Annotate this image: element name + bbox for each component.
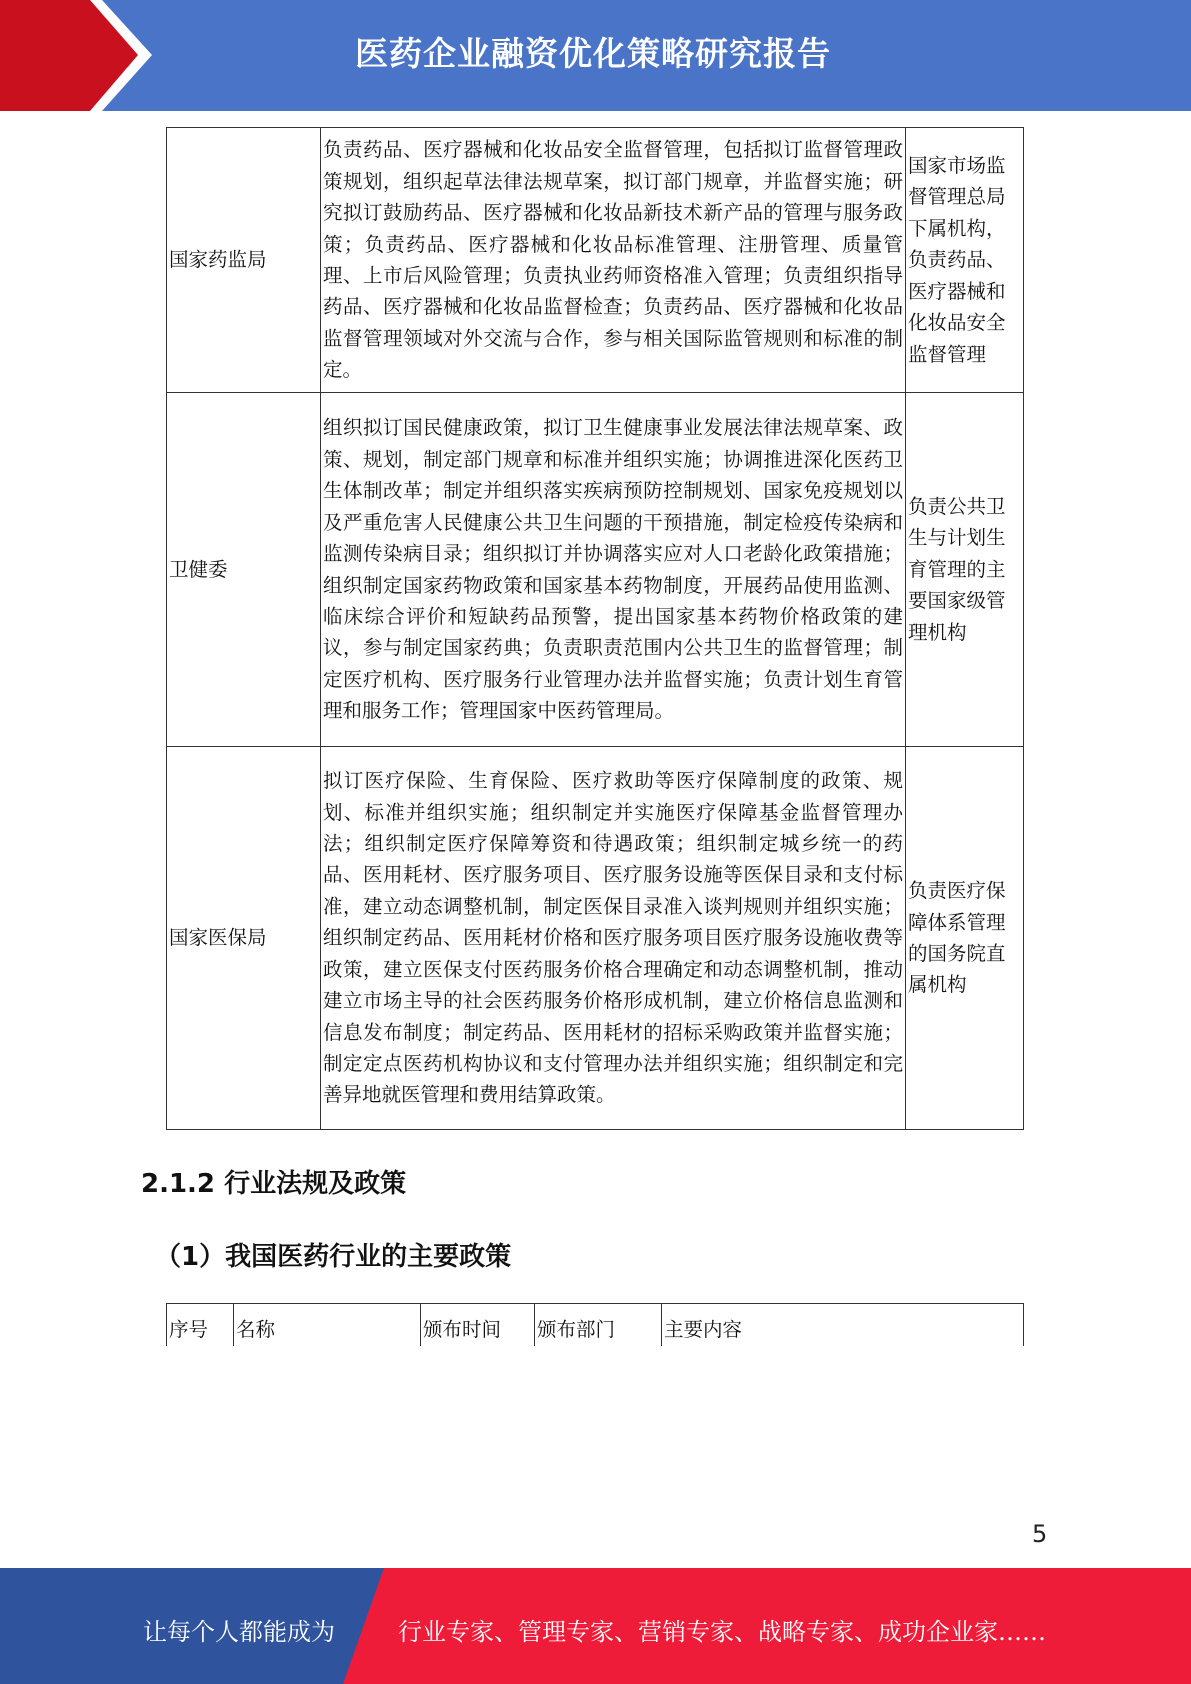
- section-subheading: （1）我国医药行业的主要政策: [155, 1242, 512, 1272]
- report-title: 医药企业融资优化策略研究报告: [355, 34, 831, 73]
- table-row: [167, 747, 1024, 1130]
- page-header-banner: [0, 0, 1191, 111]
- agency-note-cell: 国家市场监督管理总局下属机构，负责药品、医疗器械和化妆品安全监督管理: [906, 128, 1024, 393]
- page-footer-banner: [0, 1568, 1191, 1684]
- agency-name-cell: 国家医保局: [167, 747, 321, 1130]
- table-row: [167, 128, 1024, 393]
- page-number: 5: [1032, 1520, 1048, 1548]
- column-header-content: 主要内容: [661, 1304, 1024, 1346]
- agency-note-cell: 负责公共卫生与计划生育管理的主要国家级管理机构: [906, 393, 1024, 747]
- table-right-border: [1023, 1304, 1024, 1346]
- column-header-date: 颁布时间: [420, 1304, 534, 1346]
- policy-table-header: [166, 1303, 1024, 1346]
- agency-duties-cell: 拟订医疗保险、生育保险、医疗救助等医疗保障制度的政策、规划、标准并组织实施；组织制定并实施医疗保障基金监督管理办法；组织制定医疗保障筹资和待遇政策；组织制定城乡统一的药品、医用耗材、医疗服务项目、医疗服务设施等医保目录和支付标准，建立动态调整机制，制定医保目录准入谈判规则并组织实施；组织制定药品、医用耗材价格和医疗服务项目医疗服务设施收费等政策，建立医保支付医药服务价格合理确定和动态调整机制，推动建立市场主导的社会医药服务价格形成机制，建立价格信息监测和信息发布制度；制定药品、医用耗材的招标采购政策并监督实施；制定定点医药机构协议和支付管理办法并组织实施；组织制定和完善异地就医管理和费用结算政策。: [321, 747, 906, 1130]
- agencies-table: [166, 127, 1024, 1130]
- column-header-name: 名称: [233, 1304, 420, 1346]
- section-heading: 2.1.2 行业法规及政策: [141, 1169, 407, 1199]
- column-header-department: 颁布部门: [534, 1304, 661, 1346]
- table-row: [167, 393, 1024, 747]
- agency-duties-cell: 组织拟订国民健康政策，拟订卫生健康事业发展法律法规草案、政策、规划，制定部门规章和标准并组织实施；协调推进深化医药卫生体制改革；制定并组织落实疾病预防控制规划、国家免疫规划以及严重危害人民健康公共卫生问题的干预措施，制定检疫传染病和监测传染病目录；组织拟订并协调落实应对人口老龄化政策措施；组织制定国家药物政策和国家基本药物制度，开展药品使用监测、临床综合评价和短缺药品预警，提出国家基本药物价格政策的建议，参与制定国家药典；负责职责范围内公共卫生的监督管理；制定医疗机构、医疗服务行业管理办法并监督实施；负责计划生育管理和服务工作；管理国家中医药管理局。: [321, 393, 906, 747]
- column-header-index: 序号: [166, 1304, 233, 1346]
- footer-slogan-left: 让每个人都能成为: [143, 1618, 335, 1646]
- agency-name-cell: 卫健委: [167, 393, 321, 747]
- footer-slogan-right: 行业专家、管理专家、营销专家、战略专家、成功企业家……: [398, 1618, 1046, 1646]
- agency-duties-cell: 负责药品、医疗器械和化妆品安全监督管理，包括拟订监督管理政策规划，组织起草法律法规草案，拟订部门规章，并监督实施；研究拟订鼓励药品、医疗器械和化妆品新技术新产品的管理与服务政策；负责药品、医疗器械和化妆品标准管理、注册管理、质量管理、上市后风险管理；负责执业药师资格准入管理；负责组织指导药品、医疗器械和化妆品监督检查；负责药品、医疗器械和化妆品监督管理领域对外交流与合作，参与相关国际监管规则和标准的制定。: [321, 128, 906, 393]
- agency-note-cell: 负责医疗保障体系管理的国务院直属机构: [906, 747, 1024, 1130]
- agency-name-cell: 国家药监局: [167, 128, 321, 393]
